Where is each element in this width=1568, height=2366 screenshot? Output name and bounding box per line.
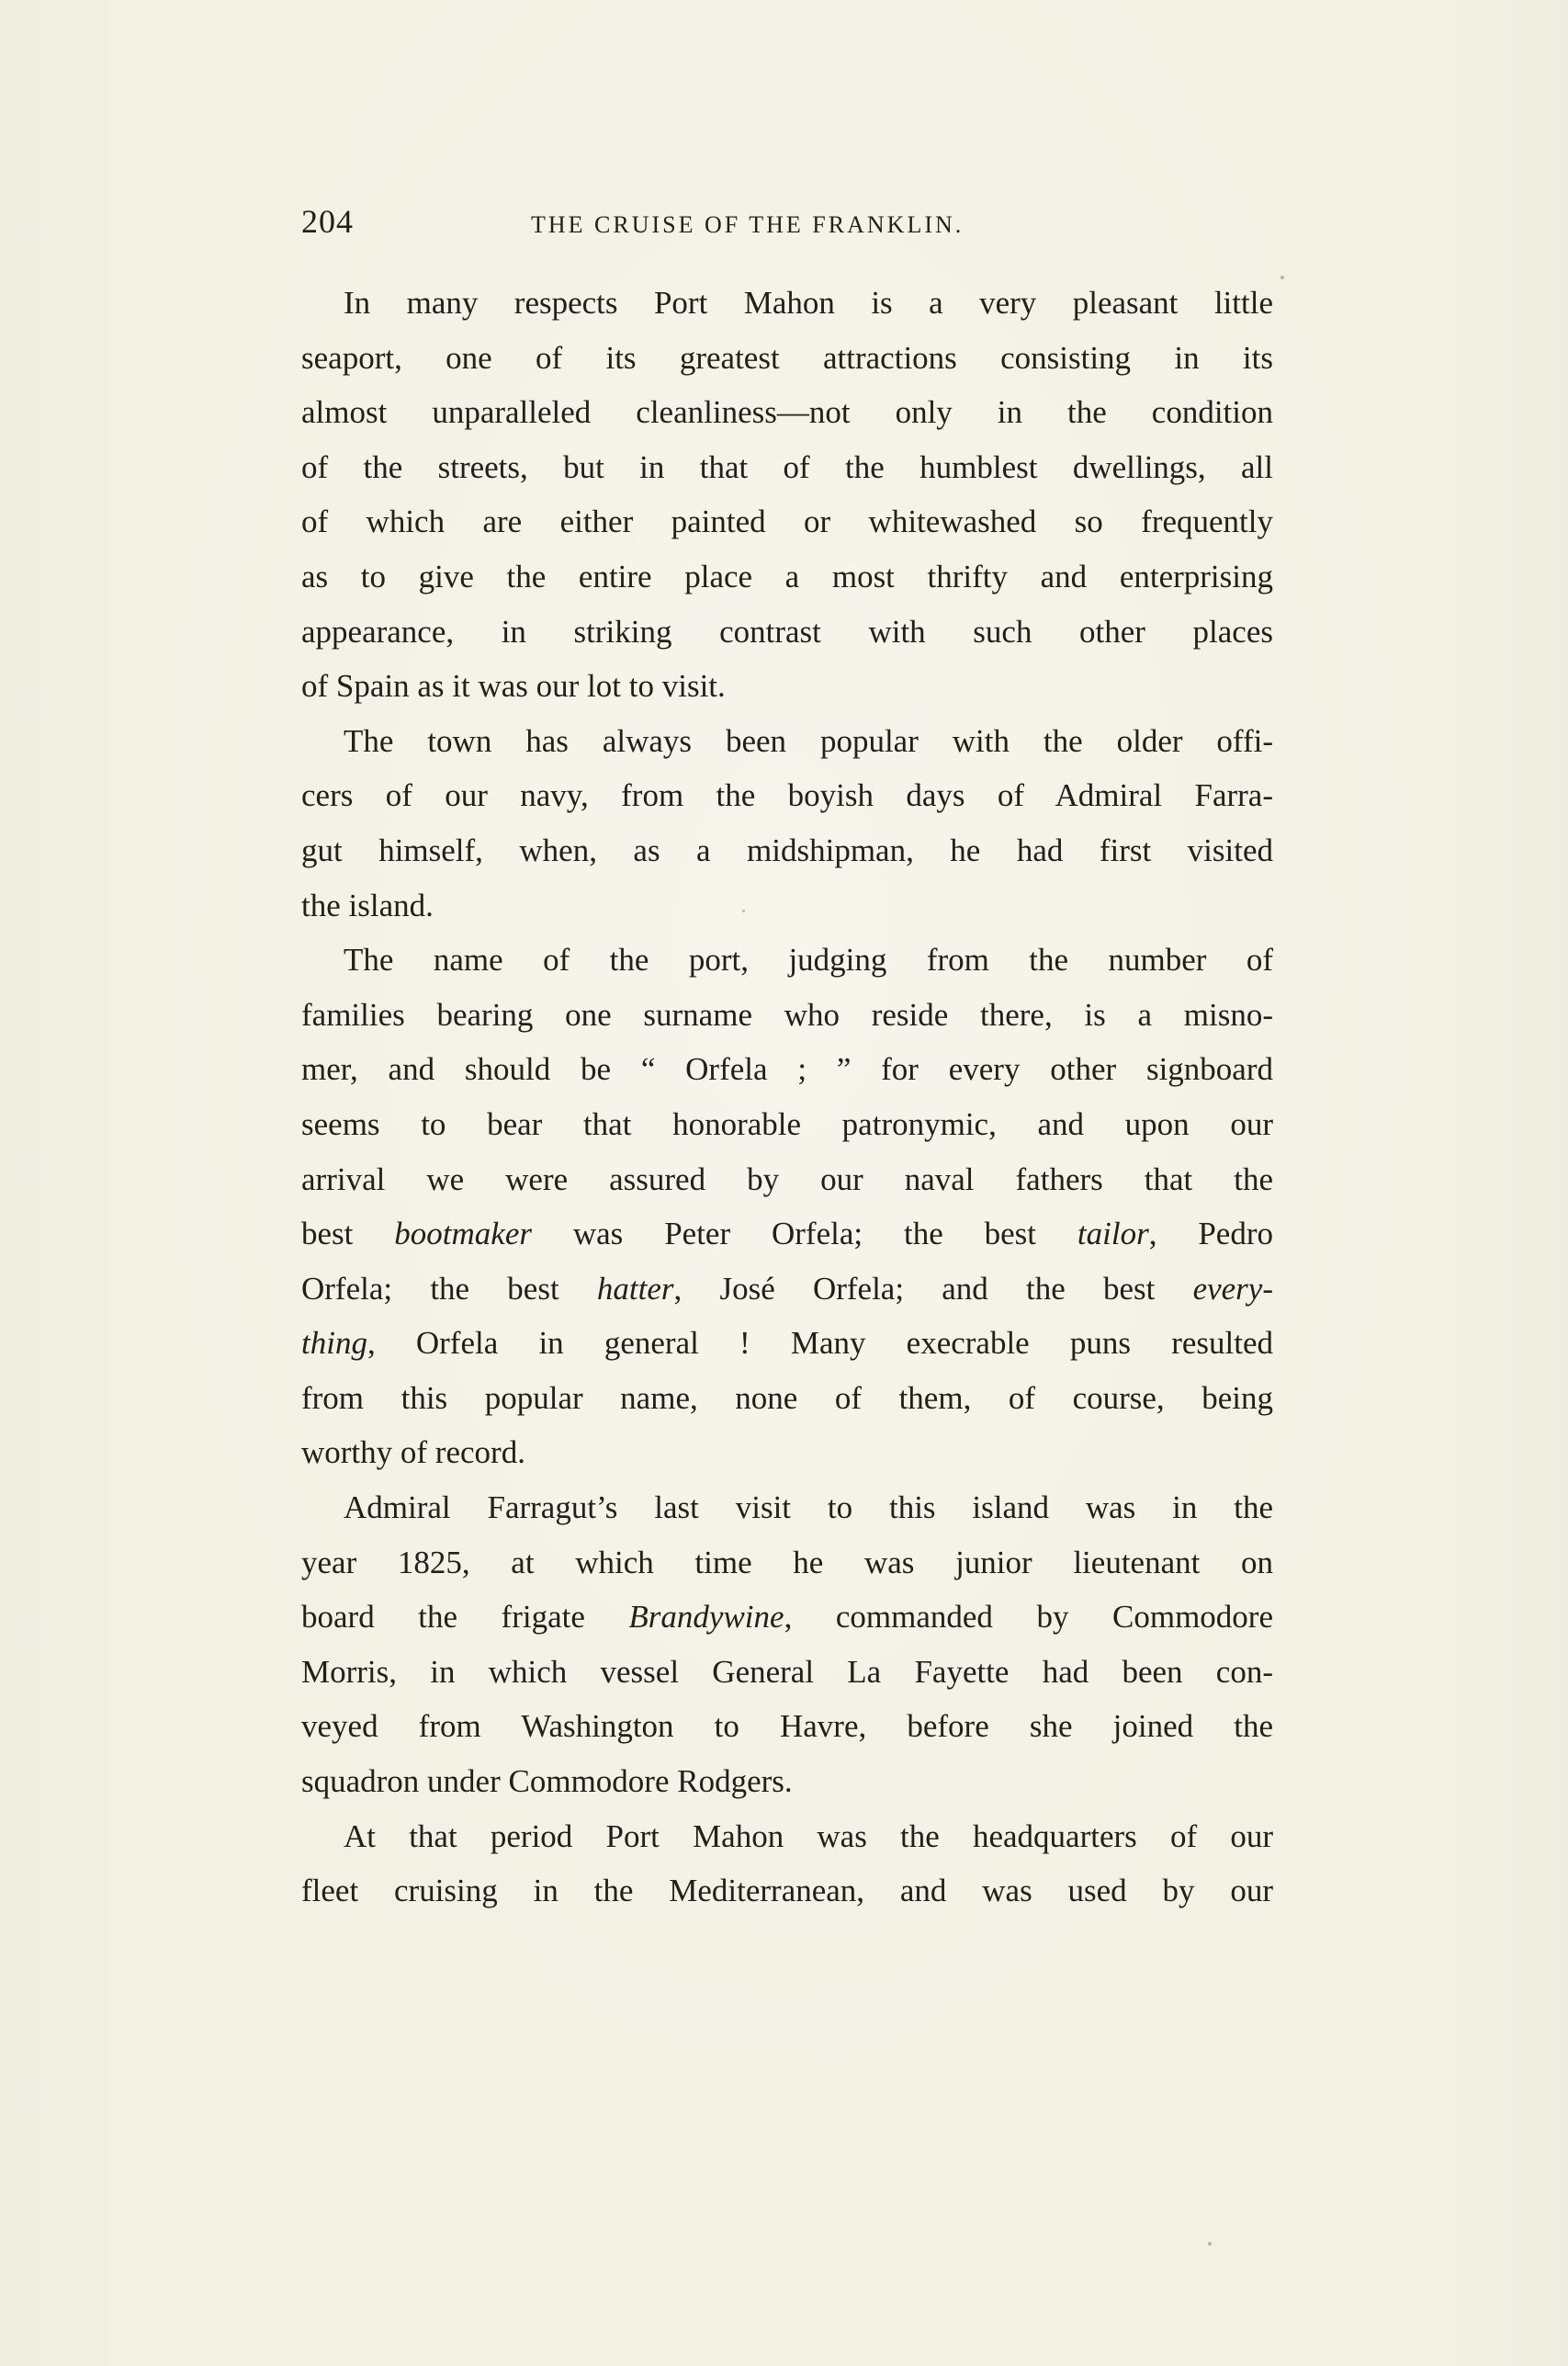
text-line — [301, 1590, 1273, 1645]
text-line: families bearing one surname who reside there, is a misno- — [301, 996, 1273, 1033]
text-line: almost unparalleled cleanliness—not only in the condition — [301, 394, 1273, 431]
text-run: , Pedro — [1148, 1216, 1273, 1252]
italic-phrase: tailor — [1077, 1216, 1149, 1252]
text-line: At that period Port Mahon was the headquarters of our — [344, 1817, 1273, 1854]
body-text — [301, 276, 1273, 1919]
running-title: THE CRUISE OF THE FRANKLIN. — [531, 211, 964, 238]
text-line: The name of the port, judging from the number of — [344, 942, 1273, 979]
text-line: Morris, in which vessel General La Fayette had been con- — [301, 1653, 1273, 1690]
text-run: board the frigate — [301, 1599, 629, 1636]
text-line: arrival we were assured by our naval fathers that the — [301, 1160, 1273, 1197]
text-line: veyed from Washington to Havre, before she joined the — [301, 1708, 1273, 1745]
text-line: worthy of record. — [301, 1434, 525, 1471]
paper-speck — [1208, 2242, 1212, 2246]
italic-phrase: Brandywine — [628, 1599, 784, 1636]
text-run: Orfela; the best — [301, 1270, 597, 1307]
italic-phrase: hatter — [596, 1270, 674, 1307]
text-run: best — [301, 1216, 395, 1252]
page-number: 204 — [301, 203, 354, 240]
text-line: as to give the entire place a most thrifty and enterprising — [301, 558, 1273, 594]
text-line — [301, 1206, 1273, 1262]
text-line: seems to bear that honorable patronymic, and upon our — [301, 1105, 1273, 1142]
text-line: appearance, in striking contrast with such other places — [301, 613, 1273, 650]
text-line: The town has always been popular with the older offi- — [344, 722, 1273, 759]
text-line: gut himself, when, as a midshipman, he had first visited — [301, 832, 1273, 868]
text-run: , Orfela in general ! Many execrable puns resulted — [367, 1325, 1273, 1362]
text-line — [301, 1316, 1273, 1371]
text-line: Admiral Farragut’s last visit to this island was in the — [344, 1489, 1273, 1526]
italic-phrase: bootmaker — [394, 1216, 532, 1252]
text-run: was Peter Orfela; the best — [531, 1216, 1077, 1252]
italic-phrase: every- — [1192, 1270, 1273, 1307]
text-line: squadron under Commodore Rodgers. — [301, 1763, 793, 1800]
text-line: In many respects Port Mahon is a very pleasant little — [344, 285, 1273, 321]
text-line: seaport, one of its greatest attractions consisting in its — [301, 339, 1273, 376]
text-run: , José Orfela; and the best — [673, 1270, 1193, 1307]
text-line: fleet cruising in the Mediterranean, and was used by our — [301, 1873, 1273, 1909]
running-head — [301, 202, 1277, 248]
text-line: year 1825, at which time he was junior lieutenant on — [301, 1544, 1273, 1580]
text-line: from this popular name, none of them, of course, being — [301, 1379, 1273, 1416]
text-line: mer, and should be “ Orfela ; ” for every other signboard — [301, 1051, 1273, 1088]
text-line: cers of our navy, from the boyish days of Admiral Farra- — [301, 777, 1273, 814]
text-run: , commanded by Commodore — [784, 1599, 1273, 1636]
text-line: the island. — [301, 887, 434, 923]
paper-speck — [1280, 276, 1284, 279]
text-line: of the streets, but in that of the humblest dwellings, all — [301, 448, 1273, 485]
paper-speck — [742, 910, 745, 912]
text-line: of Spain as it was our lot to visit. — [301, 668, 726, 705]
italic-phrase: thing — [301, 1325, 367, 1362]
text-line — [301, 1262, 1273, 1317]
text-line: of which are either painted or whitewashed so frequently — [301, 504, 1273, 540]
